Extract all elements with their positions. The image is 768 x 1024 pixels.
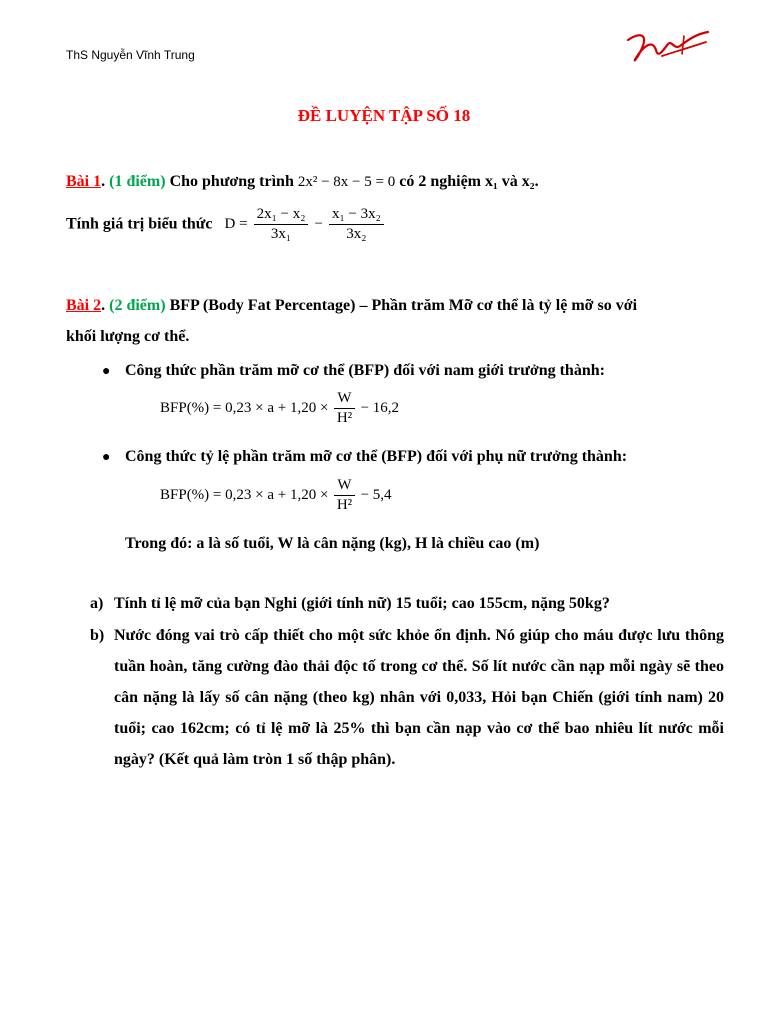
bai1-line1: Bài 1. (1 điểm) Cho phương trình 2x² − 8x − 5 = 0 có 2 nghiệm x₁ và x₂. [66,173,539,190]
bai1-frac2-den: 3x₂ [346,226,367,242]
bai1-frac1-den: 3x₁ [270,226,292,242]
formula1-frac-num: W [334,390,354,409]
bai1-equation: 2x² − 8x − 5 = 0 [297,174,396,190]
formula2-frac-den: H² [336,497,353,513]
formula2-right: − 5,4 [360,487,392,503]
bai1-line2 [66,206,386,243]
bai2-bullet2: Công thức tỷ lệ phần trăm mỡ cơ thể (BFP) đối với phụ nữ trưởng thành: [125,448,628,465]
bai2-b-label: b) [90,627,105,644]
bullet-icon: ● [102,450,111,465]
bai2-bullet1: Công thức phần trăm mỡ cơ thể (BFP) đối với nam giới trưởng thành: [125,362,605,379]
formula2-fraction [334,477,354,514]
formula1-frac-den: H² [336,410,353,426]
author-name: ThS Nguyễn Vĩnh Trung [66,48,195,62]
bai2-points: (2 điểm) [109,297,166,314]
bai1-line2-text: Tính giá trị biểu thức [66,215,213,233]
bai2-line1: Bài 2. (2 điểm) BFP (Body Fat Percentage) – Phần trăm Mỡ cơ thể là tỷ lệ mỡ so với [66,297,638,314]
bai1-expr-prefix: D = [224,216,248,232]
bai1-minus: − [314,216,323,232]
bai1-label: Bài 1 [66,173,102,190]
bai1-frac2-num: x₁ − 3x₂ [329,206,384,225]
page-title: ĐỀ LUYỆN TẬP SỐ 18 [297,106,471,125]
bai2-intro-line1: BFP (Body Fat Percentage) – Phần trăm Mỡ cơ thể là tỷ lệ mỡ so với [169,297,638,314]
bai1-frac1-num: 2x₁ − x₂ [254,206,309,225]
bai2-formula2 [160,477,392,514]
formula1-right: − 16,2 [360,400,400,416]
bai2-a-label: a) [90,595,104,612]
bai2-a-text: Tính tỉ lệ mỡ của bạn Nghi (giới tính nữ) 15 tuổi; cao 155cm, nặng 50kg? [114,595,610,612]
bai2-where: Trong đó: a là số tuổi, W là cân nặng (kg), H là chiều cao (m) [125,535,540,552]
bai1-points: (1 điểm) [109,173,166,190]
bai2-label: Bài 2 [66,297,102,314]
formula2-frac-num: W [334,477,354,496]
bai1-text-after: có 2 nghiệm x₁ và x₂. [399,173,539,190]
bai2-formula1 [160,390,399,427]
signature-icon [622,28,714,72]
formula1-left: BFP(%) = 0,23 × a + 1,20 × [160,400,329,416]
formula2-left: BFP(%) = 0,23 × a + 1,20 × [160,487,329,503]
formula1-fraction [334,390,354,427]
bai1-fraction-1 [254,206,309,243]
bai2-b-text: Nước đóng vai trò cấp thiết cho một sức khỏe ổn định. Nó giúp cho máu được lưu thông tuần hoàn, tăng cường đào thải độc tố trong cơ thể. Số lít nước cần nạp mỗi ngày sẽ theo cân nặng là lấy số cân nặng (theo kg) nhân với 0,033, Hỏi bạn Chiến (giới tính nam) 20 tuổi; cao 162cm; có tỉ lệ mỡ là 25% thì bạn cần nạp vào cơ thể bao nhiêu lít nước mỗi ngày? (Kết quả làm tròn 1 số thập phân). [114,627,724,768]
bai1-text-before: Cho phương trình [169,173,294,190]
bai2-intro-line2: khối lượng cơ thể. [66,328,190,345]
bullet-icon: ● [102,364,111,379]
bai1-fraction-2 [329,206,384,243]
